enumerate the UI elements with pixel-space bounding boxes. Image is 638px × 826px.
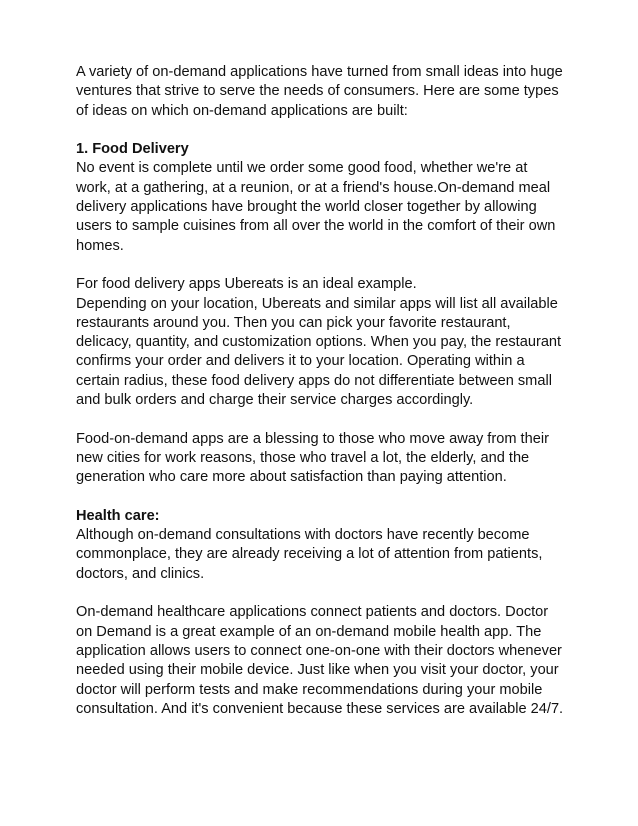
paragraph-spacer (76, 256, 576, 275)
text-line: new cities for work reasons, those who travel a lot, the elderly, and the (76, 449, 530, 466)
text-line: users to sample cuisines from all over the world in the comfort of their own (76, 218, 556, 235)
document-body (76, 63, 576, 719)
text-line: needed using their mobile device. Just like when you visit your doctor, your (76, 662, 559, 679)
paragraph-spacer (76, 410, 576, 429)
text-line: homes. (76, 237, 124, 254)
paragraph-spacer (76, 488, 576, 507)
text-line: commonplace, they are already receiving a lot of attention from patients, (76, 546, 543, 563)
text-line: certain radius, these food delivery apps do not differentiate between small (76, 372, 552, 389)
text-line: work, at a gathering, at a reunion, or at a friend's house.On-demand meal (76, 179, 551, 196)
text-line: on Demand is a great example of an on-demand mobile health app. The (76, 623, 542, 640)
text-line: For food delivery apps Ubereats is an ideal example. (76, 276, 417, 293)
text-line: doctors, and clinics. (76, 565, 205, 582)
paragraph-spacer (76, 584, 576, 603)
health-paragraph-2 (76, 603, 576, 719)
section-heading-food-delivery: 1. Food Delivery (76, 141, 189, 158)
text-line: generation who care more about satisfaction than paying attention. (76, 469, 507, 486)
text-line: and bulk orders and charge their service charges accordingly. (76, 392, 474, 409)
paragraph-spacer (76, 121, 576, 140)
intro-paragraph (76, 63, 576, 121)
text-line: doctor will perform tests and make recommendations during your mobile (76, 681, 543, 698)
food-paragraph-3 (76, 430, 576, 488)
text-line: consultation. And it's convenient because these services are available 24/7. (76, 700, 564, 717)
text-line: confirms your order and delivers it to your location. Operating within a (76, 353, 525, 370)
text-line: delivery applications have brought the world closer together by allowing (76, 199, 537, 216)
text-line: Although on-demand consultations with doctors have recently become (76, 527, 530, 544)
text-line: Depending on your location, Ubereats and similar apps will list all available (76, 295, 558, 312)
text-line: delicacy, quantity, and customization options. When you pay, the restaurant (76, 334, 562, 351)
text-line: On-demand healthcare applications connect patients and doctors. Doctor (76, 604, 549, 621)
text-line: A variety of on-demand applications have turned from small ideas into huge (76, 64, 563, 80)
section-heading-health-care: Health care: (76, 507, 160, 524)
text-line: restaurants around you. Then you can pick your favorite restaurant, (76, 314, 511, 331)
text-line: ventures that strive to serve the needs of consumers. Here are some types (76, 83, 559, 100)
food-paragraph-2 (76, 275, 576, 410)
food-paragraph-1 (76, 159, 576, 255)
text-line: application allows users to connect one-on-one with their doctors whenever (76, 642, 562, 659)
text-line: Food-on-demand apps are a blessing to those who move away from their (76, 430, 549, 447)
text-line: of ideas on which on-demand applications are built: (76, 102, 408, 119)
health-paragraph-1 (76, 526, 576, 584)
text-line: No event is complete until we order some good food, whether we're at (76, 160, 528, 177)
